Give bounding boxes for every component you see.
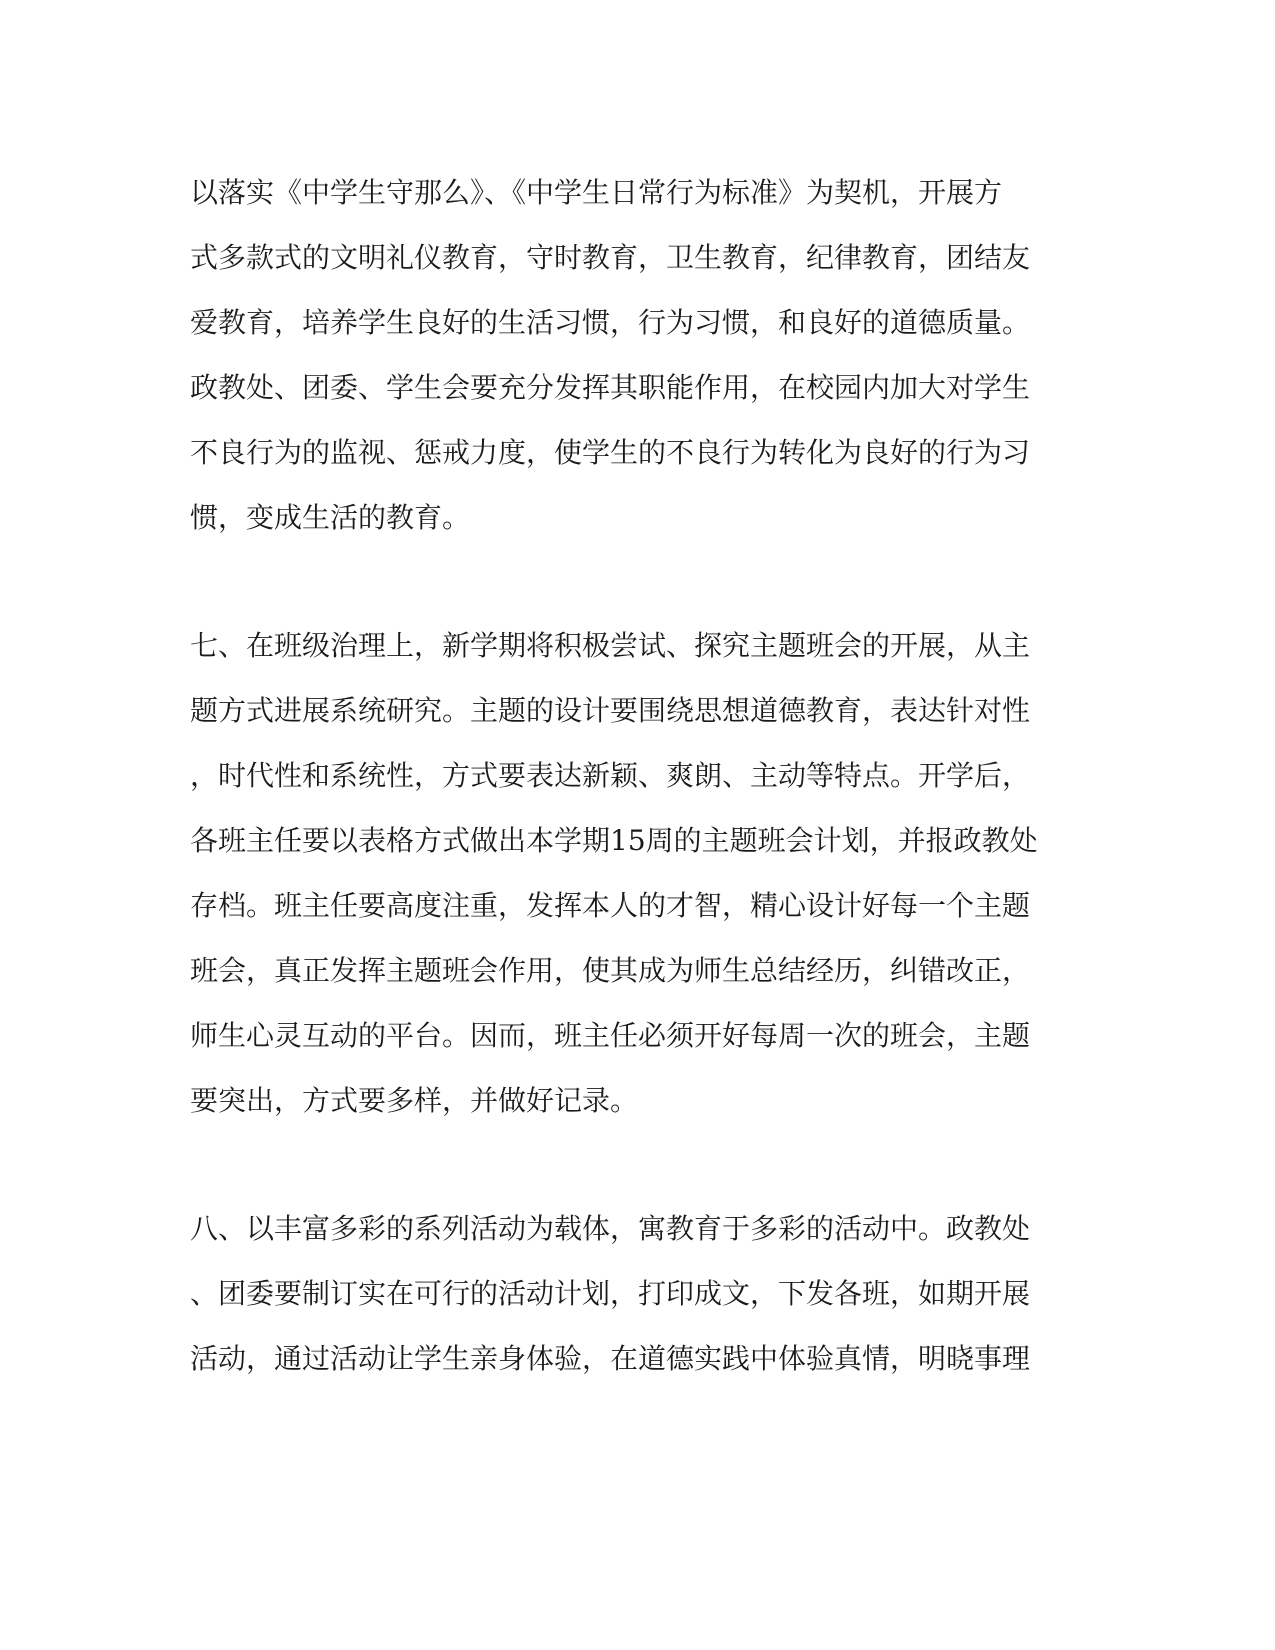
paragraph-8-activities — [190, 1196, 1070, 1391]
paragraph-line: 存档。班主任要高度注重，发挥本人的才智，精心设计好每一个主题 — [190, 889, 1031, 922]
paragraph-line: 惯，变成生活的教育。 — [190, 501, 471, 534]
paragraph-line: 题方式进展系统研究。主题的设计要围绕思想道德教育，表达针对性 — [190, 694, 1031, 727]
paragraph-line: 、团委要制订实在可行的活动计划，打印成文，下发各班，如期开展 — [190, 1277, 1031, 1310]
paragraph-line: 八、以丰富多彩的系列活动为载体，寓教育于多彩的活动中。政教处 — [190, 1212, 1031, 1245]
paragraph-line: 活动，通过活动让学生亲身体验，在道德实践中体验真情，明晓事理 — [190, 1342, 1031, 1375]
paragraph-line: 七、在班级治理上，新学期将积极尝试、探究主题班会的开展，从主 — [190, 629, 1031, 662]
paragraph-1 — [190, 160, 1070, 550]
paragraph-line: 爱教育，培养学生良好的生活习惯，行为习惯，和良好的道德质量。 — [190, 306, 1031, 339]
paragraph-line: 不良行为的监视、惩戒力度，使学生的不良行为转化为良好的行为习 — [190, 436, 1031, 469]
paragraph-line: 式多款式的文明礼仪教育，守时教育，卫生教育，纪律教育，团结友 — [190, 241, 1031, 274]
paragraph-line: 要突出，方式要多样，并做好记录。 — [190, 1084, 639, 1117]
paragraph-line: 政教处、团委、学生会要充分发挥其职能作用，在校园内加大对学生 — [190, 371, 1031, 404]
paragraph-line: 师生心灵互动的平台。因而，班主任必须开好每周一次的班会，主题 — [190, 1019, 1031, 1052]
paragraph-line: 以落实《中学生守那么》、《中学生日常行为标准》为契机，开展方 — [190, 176, 1003, 209]
paragraph-line: ，时代性和系统性，方式要表达新颖、爽朗、主动等特点。开学后， — [190, 759, 1031, 792]
paragraph-line: 各班主任要以表格方式做出本学期15周的主题班会计划，并报政教处 — [190, 824, 1038, 857]
paragraph-7-class-management — [190, 613, 1070, 1133]
paragraph-line: 班会，真正发挥主题班会作用，使其成为师生总结经历，纠错改正， — [190, 954, 1031, 987]
